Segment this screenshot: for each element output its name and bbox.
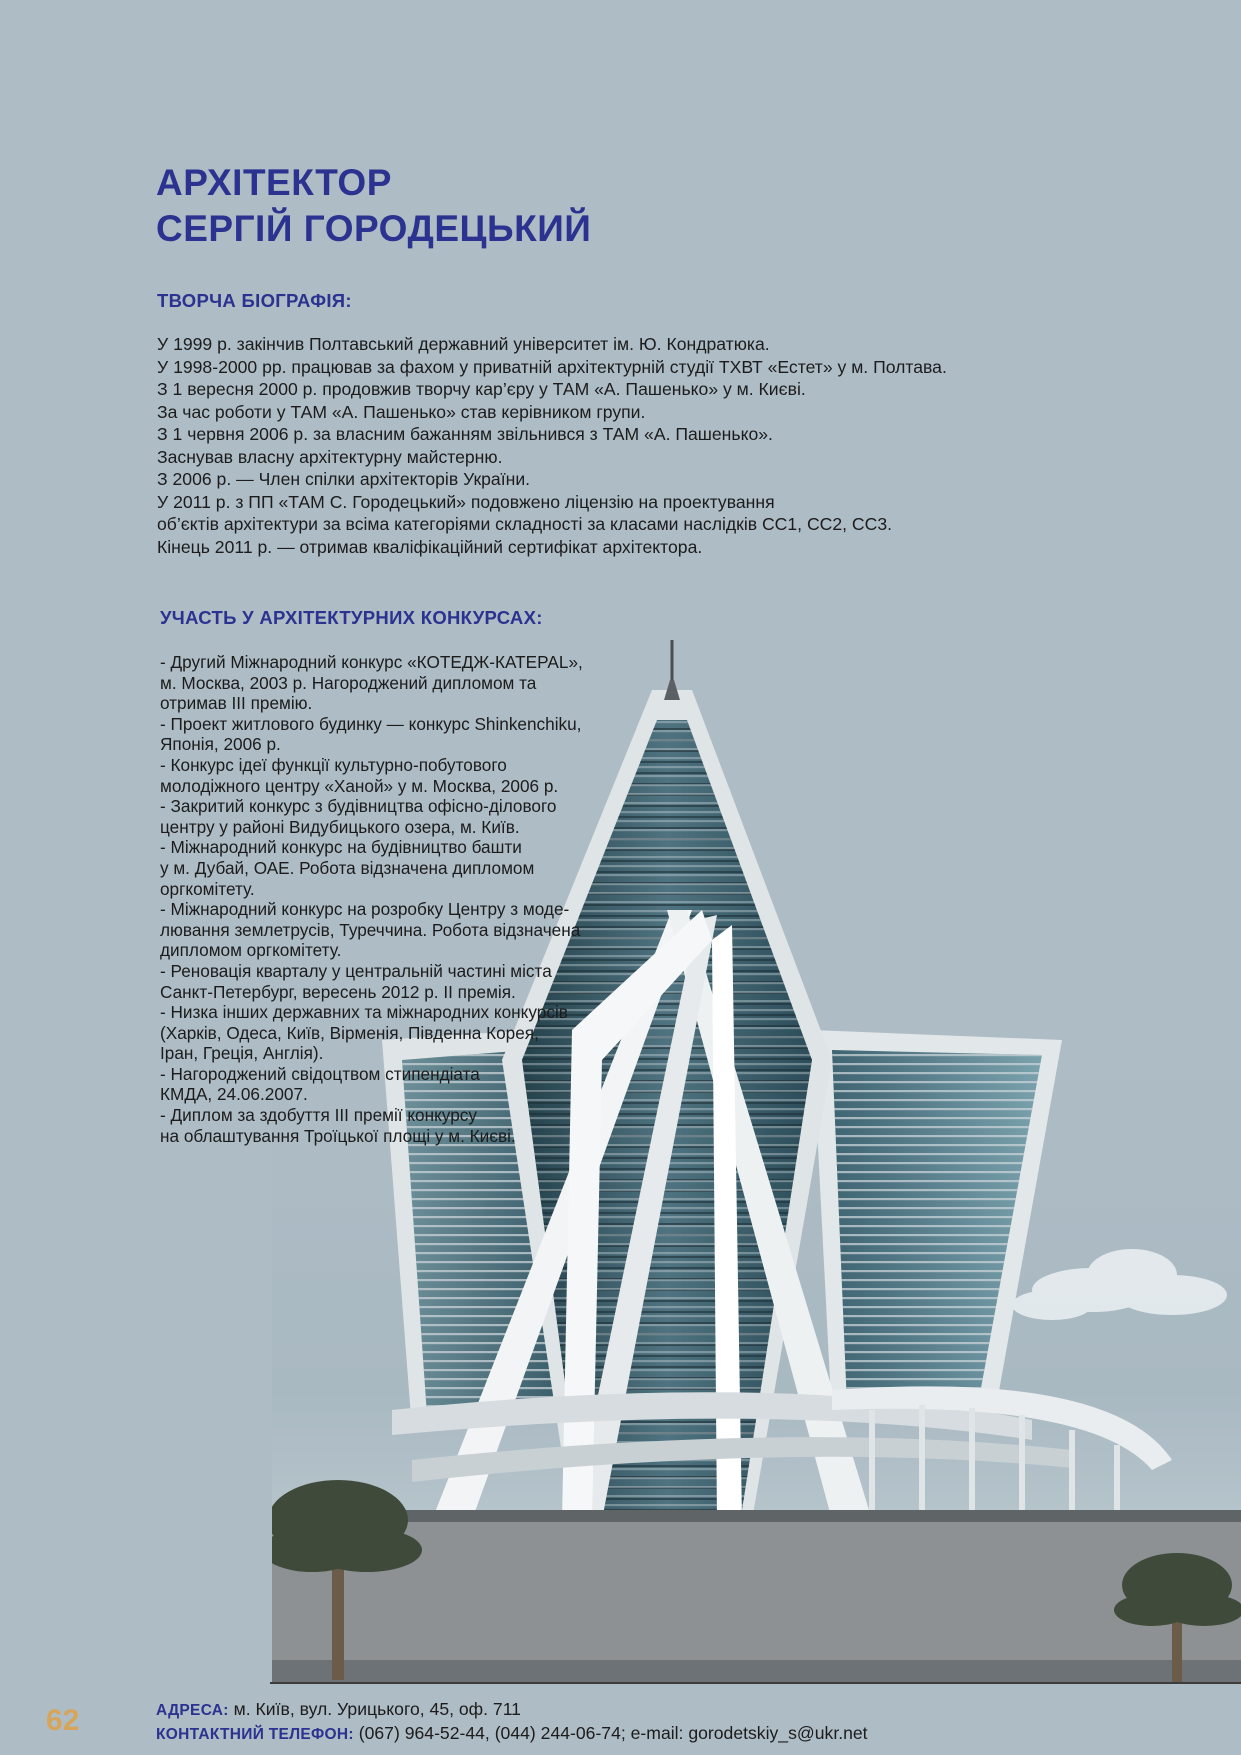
title-line-1: АРХІТЕКТОР: [156, 162, 392, 203]
biography-line: Кінець 2011 р. — отримав кваліфікаційний сертифікат архітектора.: [157, 536, 703, 557]
contests-list: [160, 652, 583, 1146]
footer-divider: [270, 1682, 1241, 1684]
biography-line: Заснував власну архітектурну майстерню.: [157, 446, 503, 467]
contest-line: - Конкурс ідеї функції культурно-побутового: [160, 754, 507, 775]
contest-line: м. Москва, 2003 р. Нагороджений дипломом та: [160, 672, 537, 693]
contest-line: Санкт-Петербург, вересень 2012 р. ІІ премія.: [160, 981, 516, 1002]
biography-line: З 2006 р. — Член спілки архітекторів України.: [157, 469, 531, 489]
contest-line: - Закритий конкурс з будівництва офісно-ділового: [160, 796, 557, 817]
contest-line: - Проект житлового будинку — конкурс Shinkenchiku,: [160, 713, 582, 734]
contact-block: [156, 1698, 868, 1746]
contest-line: оргкомітету.: [160, 878, 255, 899]
contest-line: Іран, Греція, Англія).: [160, 1043, 324, 1064]
address-line: [156, 1698, 868, 1722]
contest-line: центру у районі Видубицького озера, м. Київ.: [160, 816, 520, 837]
contest-line: - Реновація кварталу у центральній частині міста: [160, 960, 552, 981]
contest-line: лювання землетрусів, Туреччина. Робота відзначена: [160, 919, 581, 940]
biography-line: У 1999 р. закінчив Полтавський державний університет ім. Ю. Кондратюка.: [157, 334, 770, 354]
biography-line: У 2011 р. з ПП «ТАМ С. Городецький» подовжено ліцензію на проектування: [157, 491, 775, 512]
page-number: 62: [46, 1704, 80, 1737]
phone-value: (067) 964-52-44, (044) 244-06-74; e-mail: gorodetskiy_s@ukr.net: [358, 1723, 868, 1743]
biography-line: У 1998-2000 рр. працював за фахом у приватній архітектурній студії ТХВТ «Естет» у м. Полтава.: [157, 356, 947, 377]
contest-line: Японія, 2006 р.: [160, 734, 281, 755]
page-title: [156, 160, 591, 252]
address-value: м. Київ, вул. Урицького, 45, оф. 711: [233, 1699, 521, 1719]
contest-line: отримав ІІІ премію.: [160, 693, 313, 714]
biography-line: З 1 червня 2006 р. за власним бажанням звільнився з ТАМ «А. Пашенько».: [157, 424, 773, 444]
biography-line: об’єктів архітектури за всіма категоріями складності за класами наслідків СС1, СС2, СС3.: [157, 514, 893, 534]
biography-line: З 1 вересня 2000 р. продовжив творчу кар’єру у ТАМ «А. Пашенько» у м. Києві.: [157, 379, 806, 399]
contest-line: у м. Дубай, ОАЕ. Робота відзначена дипломом: [160, 857, 535, 878]
contest-line: молодіжного центру «Ханой» у м. Москва, 2006 р.: [160, 775, 559, 796]
contest-line: - Міжнародний конкурс на будівництво башти: [160, 837, 522, 858]
contest-line: - Міжнародний конкурс на розробку Центру з моде-: [160, 899, 570, 920]
contest-line: на облаштування Троїцької площі у м. Києві.: [160, 1125, 516, 1146]
biography-heading: ТВОРЧА БІОГРАФІЯ:: [157, 290, 352, 311]
contest-line: - Низка інших державних та міжнародних конкурсів: [160, 1002, 568, 1023]
biography-list: [157, 333, 947, 558]
phone-line: [156, 1722, 868, 1746]
title-line-2: СЕРГІЙ ГОРОДЕЦЬКИЙ: [156, 208, 592, 249]
address-label: АДРЕСА:: [156, 1702, 229, 1719]
contest-line: - Диплом за здобуття ІІІ премії конкурсу: [160, 1105, 477, 1126]
contest-line: - Нагороджений свідоцтвом стипендіата: [160, 1063, 480, 1084]
contest-line: КМДА, 24.06.2007.: [160, 1084, 308, 1105]
contest-line: - Другий Міжнародний конкурс «КОТЕДЖ-КАТЕРАL»,: [160, 652, 583, 672]
phone-label: КОНТАКТНИЙ ТЕЛЕФОН:: [156, 1726, 354, 1743]
contests-heading: УЧАСТЬ У АРХІТЕКТУРНИХ КОНКУРСАХ:: [160, 607, 543, 628]
biography-line: За час роботи у ТАМ «А. Пашенько» став керівником групи.: [157, 401, 646, 422]
contest-line: (Харків, Одеса, Київ, Вірменія, Південна Корея,: [160, 1022, 539, 1043]
contest-line: дипломом оргкомітету.: [160, 940, 342, 961]
